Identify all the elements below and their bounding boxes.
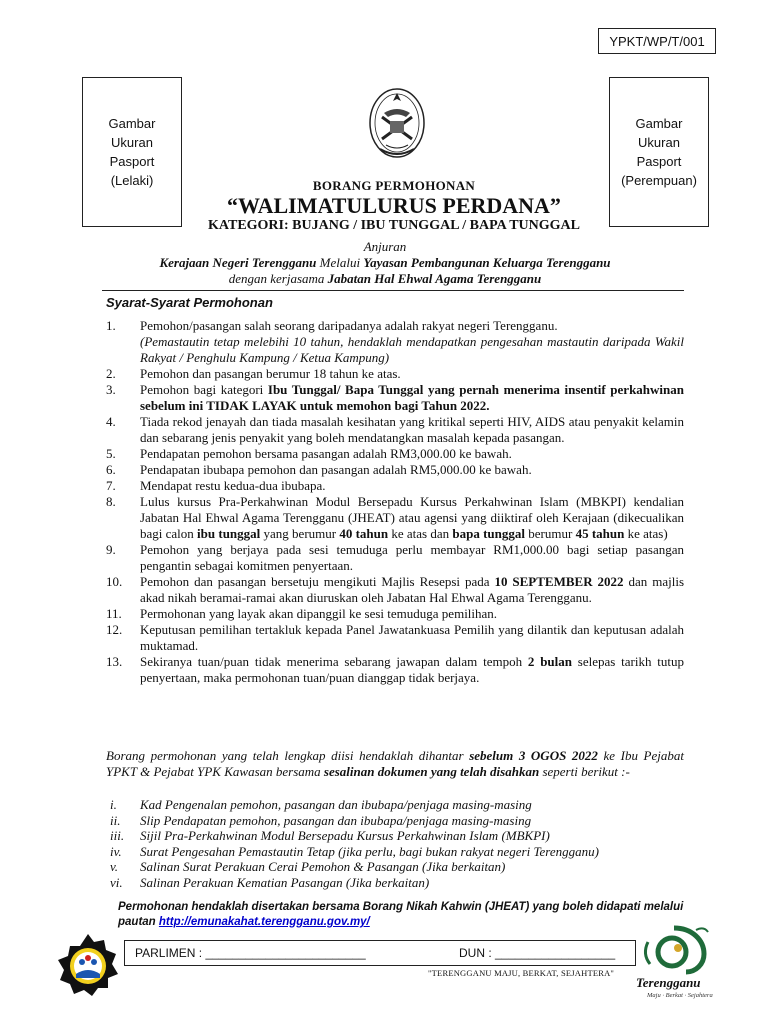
submission-instructions <box>106 748 684 780</box>
condition-note: (Pemastautin tetap melebihi 10 tahun, hendaklah mendapatkan pengesahan mastautin daripada Wakil Rakyat / Penghulu Kampung / Ketua Kampung) <box>140 334 684 365</box>
condition-part: Lulus kursus Pra-Perkahwinan Modul Bersepadu Kursus Perkahwinan Islam (MBKPI) kendalian Jabatan Hal Ehwal Agama Terengganu (JHEAT) atau agensi yang diiktiraf oleh Kerajaan (dikecualikan bagi calon <box>140 494 684 541</box>
condition-number: 7. <box>106 478 116 493</box>
condition-item <box>106 414 684 446</box>
condition-item <box>106 494 684 542</box>
condition-emphasis: ibu tunggal <box>197 526 261 541</box>
document-number: v. <box>110 859 119 875</box>
document-item <box>110 844 680 860</box>
document-item <box>110 813 680 829</box>
photo-label-line: Ukuran <box>111 135 153 150</box>
condition-text <box>140 574 684 606</box>
form-label: BORANG PERMOHONAN <box>312 178 476 193</box>
state-crest-icon <box>366 83 428 169</box>
terengganu-brand-sub: Maju · Berkat · Sejahtera <box>647 992 713 999</box>
condition-text: Pendapatan ibubapa pemohon dan pasangan adalah RM5,000.00 ke bawah. <box>140 462 532 477</box>
condition-number: 8. <box>106 494 116 509</box>
condition-item <box>106 622 684 654</box>
document-text: Slip Pendapatan pemohon, pasangan dan ibubapa/penjaga masing-masing <box>140 812 532 828</box>
photo-label-line: Gambar <box>108 116 156 131</box>
condition-item <box>106 478 684 494</box>
note-text: Permohonan hendaklah disertakan bersama Borang Nikah Kahwin (JHEAT) yang boleh didapati melalui pautan <box>118 901 684 928</box>
organizer-block <box>100 239 670 287</box>
condition-item <box>106 366 684 382</box>
photo-label-line: Ukuran <box>638 135 680 150</box>
organizer-connector: Melalui <box>316 255 364 270</box>
condition-number: 4. <box>106 414 116 429</box>
document-text: Salinan Surat Perakuan Cerai Pemohon & Pasangan (Jika berkaitan) <box>140 859 506 875</box>
parlimen-field[interactable]: PARLIMEN : ________________________ <box>135 946 366 960</box>
condition-text <box>140 318 684 366</box>
condition-text: Mendapat restu kedua-dua ibubapa. <box>140 478 326 493</box>
photo-label-line: (Perempuan) <box>621 173 697 188</box>
condition-item <box>106 318 684 366</box>
ypkt-logo-icon <box>56 932 120 1000</box>
condition-number: 2. <box>106 366 116 381</box>
document-number: vi. <box>110 874 123 890</box>
terengganu-brand: Terengganu <box>636 975 701 990</box>
condition-item <box>106 462 684 478</box>
required-documents-list <box>110 797 680 891</box>
condition-number: 11. <box>106 606 122 621</box>
organizer-line-2 <box>100 271 670 287</box>
condition-item <box>106 606 684 622</box>
document-item <box>110 859 680 875</box>
condition-text: Pemohon yang berjaya pada sesi temuduga perlu membayar RM1,000.00 bagi setiap pasangan pengantin sebagai komitmen penyertaan. <box>140 542 684 573</box>
condition-part: Pemohon dan pasangan bersetuju mengikuti Majlis Resepsi pada <box>140 574 495 589</box>
document-text: Surat Pengesahan Pemastautin Tetap (jika perlu, bagi bukan rakyat negeri Terengganu) <box>140 843 599 859</box>
condition-emphasis: 40 tahun <box>339 526 389 541</box>
constituency-box <box>124 940 636 966</box>
submission-part: Borang permohonan yang telah lengkap diisi hendaklah dihantar <box>106 748 470 763</box>
condition-number: 10. <box>106 574 123 589</box>
condition-part: Sekiranya tuan/puan tidak menerima sebarang jawapan dalam tempoh <box>140 654 528 669</box>
submission-emphasis: sesalinan dokumen yang telah disahkan <box>323 764 540 779</box>
photo-label-line: Gambar <box>635 116 683 131</box>
condition-emphasis: 45 tahun <box>575 526 625 541</box>
conditions-list <box>106 318 684 686</box>
condition-number: 12. <box>106 622 123 637</box>
condition-number: 13. <box>106 654 123 669</box>
organizer-collab-label: dengan kerjasama <box>228 271 328 286</box>
submission-deadline: sebelum 3 OGOS 2022 <box>469 748 598 763</box>
document-number: ii. <box>110 812 121 828</box>
condition-number: 5. <box>106 446 116 461</box>
document-item <box>110 797 680 813</box>
condition-text: Permohonan yang layak akan dipanggil ke sesi temuduga pemilihan. <box>140 606 498 621</box>
condition-text: Tiada rekod jenayah dan tiada masalah kesihatan yang kritikal seperti HIV, AIDS atau penyakit kelamin dan sebarang jenis penyakit yang boleh mendatangkan masalah kepada pasangan. <box>140 414 684 445</box>
condition-text: Pendapatan pemohon bersama pasangan adalah RM3,000.00 ke bawah. <box>140 446 512 461</box>
document-number: i. <box>110 797 117 812</box>
form-title-block <box>150 178 638 234</box>
document-number: iv. <box>110 843 122 859</box>
condition-text: Keputusan pemilihan tertakluk kepada Panel Jawatankuasa Pemilih yang dilantik dan keputusan adalah muktamad. <box>140 622 684 653</box>
jheat-form-note <box>118 900 688 930</box>
condition-number: 3. <box>106 382 116 397</box>
condition-emphasis: Ibu Tunggal/ Bapa Tunggal yang pernah menerima insentif perkahwinan sebelum ini TIDAK LAYAK untuk memohon bagi Tahun 2022. <box>140 382 684 413</box>
condition-emphasis: 2 bulan <box>527 654 572 669</box>
emunakahat-link[interactable]: http://emunakahat.terengganu.gov.my/ <box>158 916 370 928</box>
submission-part: ke Ibu Pejabat YPKT & Pejabat YPK Kawasan bersama <box>106 748 684 779</box>
form-title: “WALIMATULURUS PERDANA” <box>227 193 561 218</box>
condition-part: selepas tarikh tutup penyertaan, maka permohonan tuan/puan dianggap tidak berjaya. <box>140 654 684 685</box>
condition-part: ke atas dan <box>388 526 453 541</box>
condition-emphasis: bapa tunggal <box>452 526 526 541</box>
document-text: Kad Pengenalan pemohon, pasangan dan ibubapa/penjaga masing-masing <box>140 797 532 812</box>
document-item <box>110 875 680 891</box>
photo-label-line: Pasport <box>636 154 682 169</box>
condition-part: Pemohon bagi kategori <box>140 382 268 397</box>
condition-item <box>106 382 684 414</box>
document-item <box>110 828 680 844</box>
condition-item <box>106 446 684 462</box>
organizer-foundation: Yayasan Pembangunan Keluarga Terengganu <box>363 255 611 270</box>
photo-label-line: Pasport <box>109 154 155 169</box>
condition-part: ke atas) <box>624 526 668 541</box>
condition-part: berumur <box>525 526 576 541</box>
submission-part: seperti berikut :- <box>539 764 630 779</box>
dun-field[interactable]: DUN : __________________ <box>459 946 616 960</box>
anjuran-label: Anjuran <box>363 239 407 254</box>
form-category: KATEGORI: BUJANG / IBU TUNGGAL / BAPA TUNGGAL <box>208 218 580 233</box>
condition-text: Pemohon dan pasangan berumur 18 tahun ke atas. <box>140 366 401 381</box>
document-number: iii. <box>110 828 125 844</box>
condition-emphasis: 10 SEPTEMBER 2022 <box>494 574 624 589</box>
condition-item <box>106 654 684 686</box>
condition-item <box>106 542 684 574</box>
condition-text <box>140 382 684 414</box>
document-text: Sijil Pra-Perkahwinan Modul Bersepadu Kursus Perkahwinan Islam (MBKPI) <box>140 828 550 844</box>
condition-number: 6. <box>106 462 116 477</box>
condition-text <box>140 654 684 686</box>
header-divider <box>102 290 684 291</box>
reference-code: YPKT/WP/T/001 <box>609 33 705 49</box>
document-text: Salinan Perakuan Kematian Pasangan (Jika berkaitan) <box>140 874 430 890</box>
conditions-heading: Syarat-Syarat Permohonan <box>106 295 273 310</box>
organizer-department: Jabatan Hal Ehwal Agama Terengganu <box>327 271 542 286</box>
photo-label-line: (Lelaki) <box>110 173 154 188</box>
state-slogan: "TERENGGANU MAJU, BERKAT, SEJAHTERA" <box>428 968 615 978</box>
condition-part: yang berumur <box>260 526 340 541</box>
condition-item <box>106 574 684 606</box>
condition-main: Pemohon/pasangan salah seorang daripadanya adalah rakyat negeri Terengganu. <box>140 318 558 333</box>
organizer-line-1 <box>100 255 670 271</box>
condition-number: 9. <box>106 542 116 557</box>
condition-part: dan majlis akad nikah beramai-ramai akan diuruskan oleh Jabatan Hal Ehwal Agama Terengganu. <box>140 574 684 605</box>
condition-text <box>140 494 684 542</box>
reference-code-box <box>598 28 716 54</box>
organizer-state: Kerajaan Negeri Terengganu <box>159 255 317 270</box>
condition-number: 1. <box>106 318 116 333</box>
